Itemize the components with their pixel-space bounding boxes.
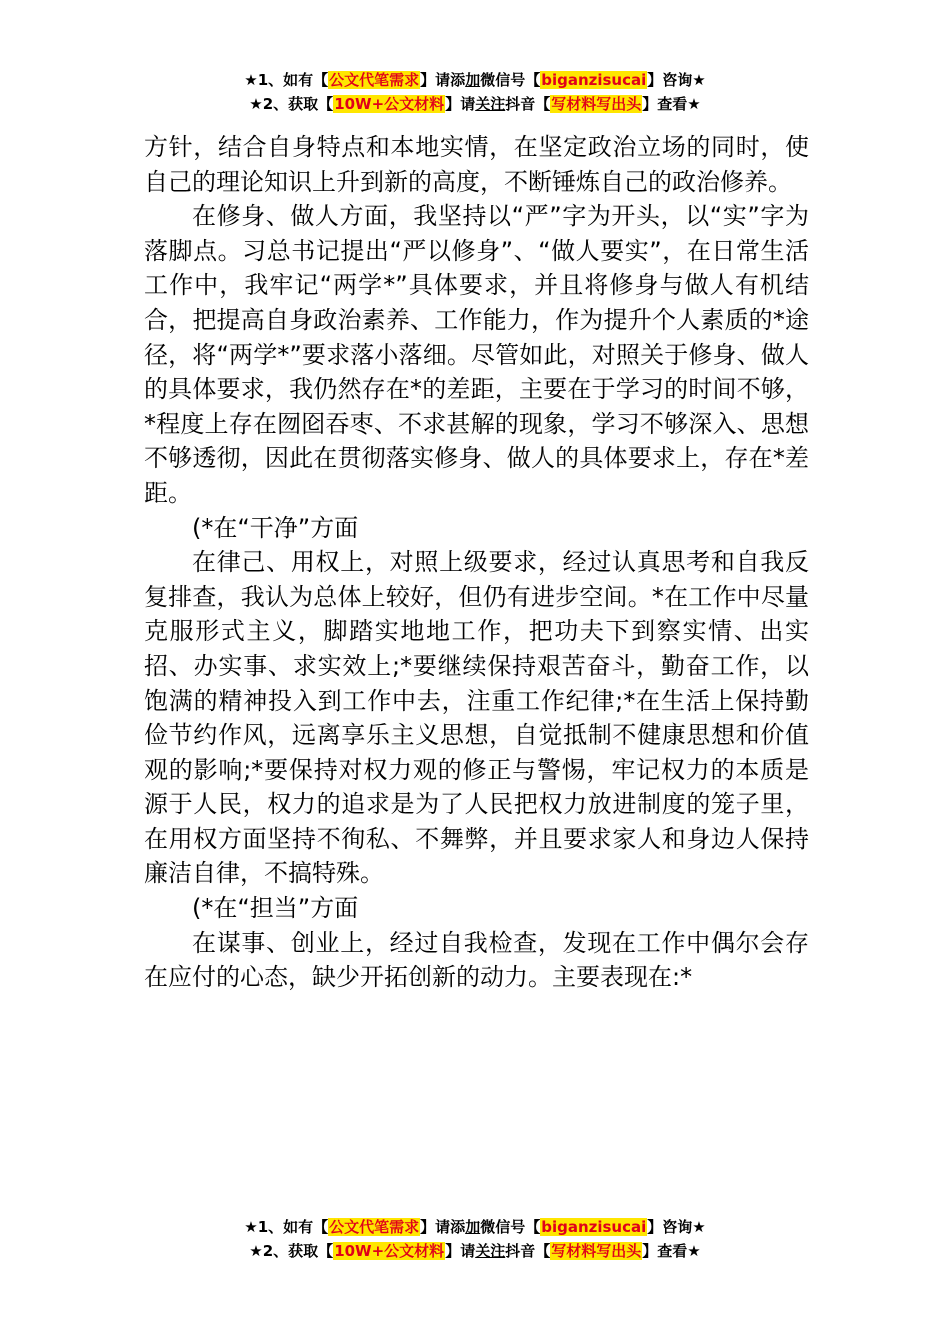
banner-highlight: biganzisucai	[541, 1218, 647, 1236]
banner-line-2: ★2、获取【10W+公文材料】请关注抖音【写材料写出头】查看★	[249, 95, 701, 113]
banner-line-2: ★2、获取【10W+公文材料】请关注抖音【写材料写出头】查看★	[249, 1242, 701, 1260]
banner-highlight: biganzisucai	[541, 71, 647, 89]
section-heading-clean: (*在“干净”方面	[192, 513, 359, 542]
paragraph-continued: 方针，结合自身特点和本地实情，在坚定政治立场的同时，使自己的理论知识上升到新的高度，不断锤炼自己的政治修养。	[144, 133, 809, 196]
banner-line-1: ★1、如有【公文代笔需求】请添加微信号【biganzisucai】咨询★	[244, 1218, 706, 1236]
banner-line-1: ★1、如有【公文代笔需求】请添加微信号【biganzisucai】咨询★	[244, 71, 706, 89]
banner-highlight: 写材料写出头	[551, 95, 642, 113]
paragraph-integrity: 在律己、用权上，对照上级要求，经过认真思考和自我反复排查，我认为总体上较好，但仍有进步空间。*在工作中尽量克服形式主义，脚踏实地地工作，把功夫下到察实情、出实招、办实事、求实效上;*要继续保持艰苦奋斗，勤奋工作，以饱满的精神投入到工作中去，注重工作纪律;*在生活上保持勤俭节约作风，远离享乐主义思想，自觉抵制不健康思想和价值观的影响;*要保持对权力观的修正与警惕，牢记权力的本质是源于人民，权力的追求是为了人民把权力放进制度的笼子里，在用权方面坚持不徇私、不舞弊，并且要求家人和身边人保持廉洁自律，不搞特殊。	[144, 548, 809, 888]
banner-highlight: 公文代笔需求	[329, 71, 420, 89]
header-banner	[0, 68, 950, 116]
paragraph-responsibility: 在谋事、创业上，经过自我检查，发现在工作中偶尔会存在应付的心态，缺少开拓创新的动力。主要表现在:*	[144, 928, 809, 992]
footer-banner	[0, 1215, 950, 1263]
paragraph-cultivation: 在修身、做人方面，我坚持以“严”字为开头，以“实”字为落脚点。习总书记提出“严以修身”、“做人要实”，在日常生活工作中，我牢记“两学*”具体要求，并且将修身与做人有机结合，把提高自身政治素养、工作能力，作为提升个人素质的*途径，将“两学*”要求落小落细。尽管如此，对照关于修身、做人的具体要求，我仍然存在*的差距，主要在于学习的时间不够，*程度上存在囫囵吞枣、不求甚解的现象，学习不够深入、思想不够透彻，因此在贯彻落实修身、做人的具体要求上，存在*差距。	[144, 202, 809, 507]
section-heading-responsibility: (*在“担当”方面	[192, 894, 359, 923]
document-body	[144, 130, 809, 995]
banner-highlight: 写材料写出头	[551, 1242, 642, 1260]
banner-highlight: 公文代笔需求	[329, 1218, 420, 1236]
banner-highlight: 10W+公文材料	[334, 1242, 445, 1260]
banner-highlight: 10W+公文材料	[334, 95, 445, 113]
